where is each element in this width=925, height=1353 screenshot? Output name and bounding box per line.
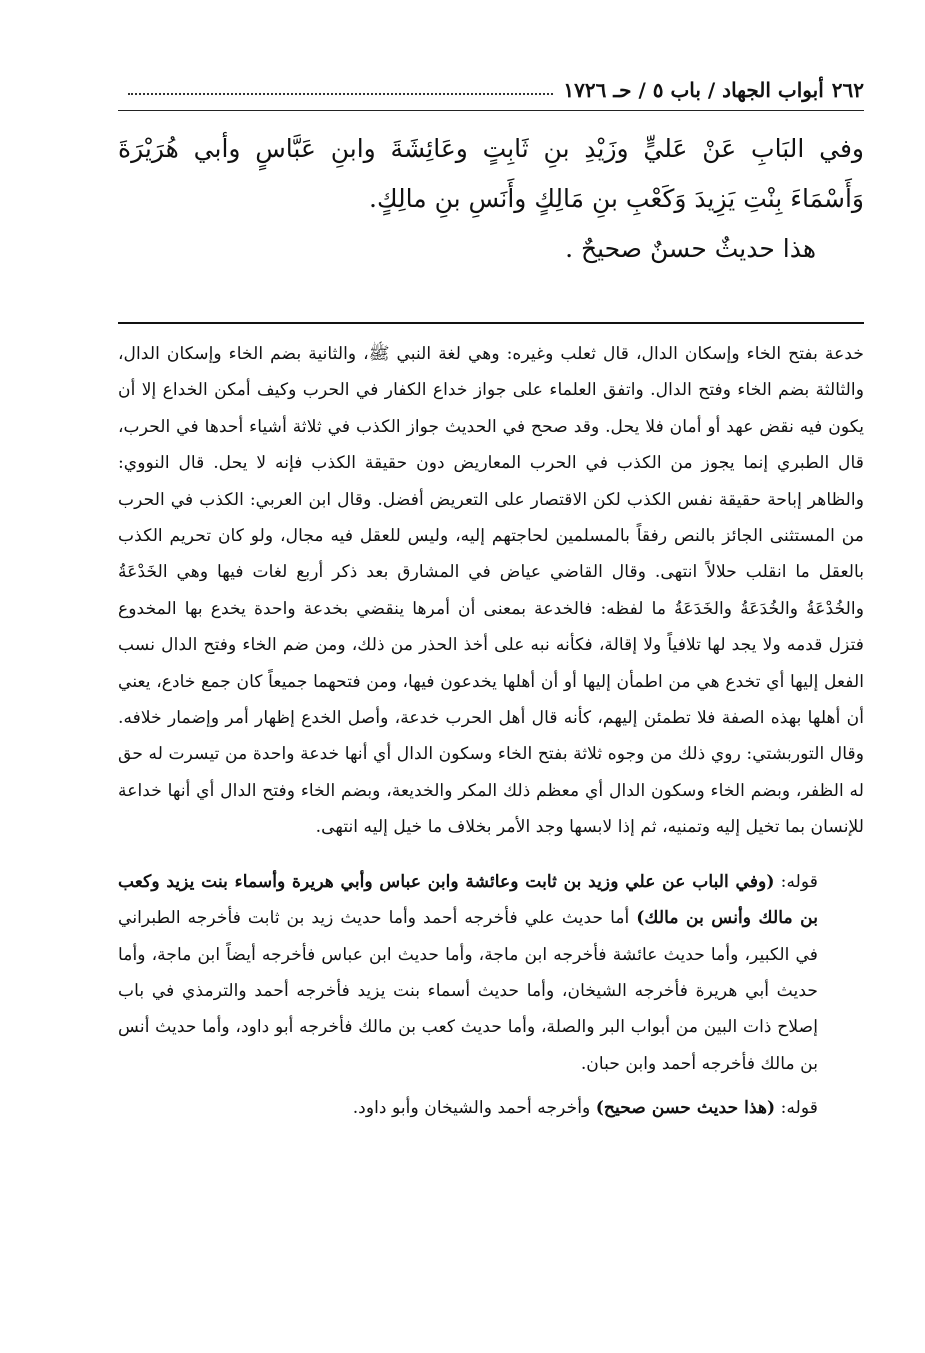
footnote-divider — [118, 322, 864, 324]
note-label: قوله: — [780, 1098, 818, 1119]
note-in-the-chapter — [118, 864, 864, 1082]
page-number: ٢٦٢ — [831, 78, 864, 102]
note-text: وأخرجه أحمد والشيخان وأبو داود. — [352, 1098, 591, 1119]
note-quote: (وفي الباب عن علي وزيد بن ثابت وعائشة وابن عباس وأبي هريرة وأسماء بنت يزيد وكعب بن مالك وأنس بن مالك) — [118, 871, 819, 929]
note-label: قوله: — [780, 871, 818, 892]
running-header — [118, 70, 864, 111]
note-grading — [118, 1090, 864, 1126]
hadith-text-block — [118, 124, 864, 274]
header-leader-dots — [128, 93, 553, 95]
note-text: أما حديث علي فأخرجه أحمد وأما حديث زيد بن ثابت فأخرجه الطبراني في الكبير، وأما حديث عائشة فأخرجه ابن ماجة، وأما حديث ابن عباس فأخرجه أيضاً ابن ماجة، وأما حديث أبي هريرة فأخرجه الشيخان، وأما حديث أسماء بنت يزيد فأخرجه أحمد والترمذي في باب إصلاح ذات البين من أبواب البر والصلة، وأما حديث كعب بن مالك فأخرجه أبو داود، وأما حديث أنس بن مالك فأخرجه أحمد وابن حبان. — [118, 908, 818, 1074]
commentary-paragraph: خدعة بفتح الخاء وإسكان الدال، قال ثعلب وغيره: وهي لغة النبي ﷺ، والثانية بضم الخاء وإسكان الدال، والثالثة بضم الخاء وفتح الدال. واتفق العلماء على جواز خداع الكفار في الحرب وكيف أمكن الخداع إلا أن يكون فيه نقض عهد أو أمان فلا يحل. وقد صحح في الحديث جواز الكذب في ثلاثة أشياء أحدها في الحرب، قال الطبري إنما يجوز من الكذب في الحرب المعاريض دون حقيقة الكذب فإنه لا يحل. قال النووي: والظاهر إباحة حقيقة نفس الكذب لكن الاقتصار على التعريض أفضل. وقال ابن العربي: الكذب في الحرب من المستثنى الجائز بالنص رفقاً بالمسلمين لحاجتهم إليه، وليس للعقل فيه مجال، ولو كان تحريم الكذب بالعقل ما انقلب حلالاً انتهى. وقال القاضي عياض في المشارق بعد ذكر أربع لغات فيها وهي الخَدْعَةُ والخُدْعَةُ والخُدَعَةُ والخَدَعَةُ ما لفظه: فالخدعة بمعنى أن أمرها ينقضي بخدعة واحدة يخدع بها المخدوع فتزل قدمه ولا يجد لها تلافياً ولا إقالة، فكأنه نبه على أخذ الحذر من ذلك، ومن ضم الخاء وفتح الدال نسب الفعل إليها أي تخدع هي من اطمأن إليها أو أن أهلها يخدعون فيها، ومن فتحهما جميعاً كان جمع خادع، يعني أن أهلها بهذه الصفة فلا تطمئن إليهم، كأنه قال أهل الحرب خدعة، وأصل الخدع إظهار أمر وإضمار خلافه. وقال التوربشتي: روي ذلك من وجوه ثلاثة بفتح الخاء وسكون الدال أي أنها خدعة واحدة من تيسرت له حق له الظفر، وبضم الخاء وسكون الدال أي معظم ذلك المكر والخديعة، وبضم الخاء وفتح الدال أي أنها خداعة للإنسان بما تخيل إليه وتمنيه، ثم إذا لابسها وجد الأمر بخلاف ما خيل إليه انتهى. — [118, 344, 864, 838]
note-quote: (هذا حديث حسن صحيح) — [595, 1098, 776, 1119]
running-title: أبواب الجهاد / باب ٥ / حـ ١٧٢٦ — [563, 78, 824, 102]
hadith-grading: هذا حديثٌ حسنٌ صحيحٌ . — [565, 234, 816, 263]
hadith-in-the-chapter: وفي البَابِ عَنْ عَليٍّ وزَيْدِ بنِ ثَابِتٍ وعَائِشَةَ وابنِ عَبَّاسٍ وأبي هُرَيْرَةَ وَأَسْمَاءَ بِنْتِ يَزِيدَ وَكَعْبِ بنِ مَالِكٍ وأَنَسِ بنِ مالِكٍ. — [118, 134, 864, 213]
commentary-block — [118, 336, 864, 1127]
